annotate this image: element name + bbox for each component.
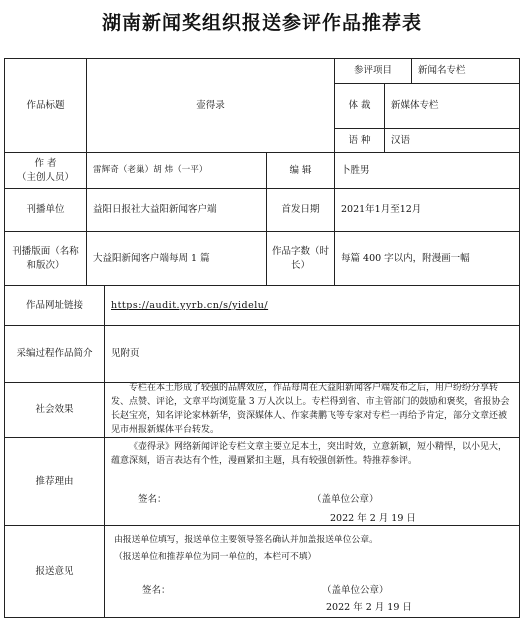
effect-label: 社会效果 — [4, 382, 105, 438]
language-value: 汉语 — [384, 128, 520, 153]
reason-label: 推荐理由 — [4, 437, 105, 526]
author-label-line1: 作 者 — [34, 157, 57, 169]
page-value: 大益阳新闻客户端每周 1 篇 — [86, 231, 267, 286]
effect-text: 专栏在本土形成了较强的品牌效应，作品每周在大益阳新闻客户端发布之后，用户纷纷分享转发、点赞、评论，文章平均浏览量 3 万人次以上。专栏得到省、市主管部门的鼓励和褒奖，省报协会长赵宝亮，知名评论家林新华，资深媒体人、作家龚鹏飞等专家对专栏一再给予肯定，部分文章还被见市州报新媒体平台转发。 — [111, 383, 510, 435]
first-date-value: 2021年1月至12月 — [334, 188, 520, 232]
genre-value: 新媒体专栏 — [384, 83, 520, 129]
author-label-line2: （主创人员） — [16, 171, 74, 183]
process-label: 采编过程作品简介 — [4, 325, 105, 383]
reason-stamp-note: （盖单位公章） — [312, 494, 379, 505]
process-value: 见附页 — [104, 325, 520, 383]
category-value: 新闻名专栏 — [411, 58, 520, 84]
link-value-cell — [104, 285, 520, 326]
work-title-label: 作品标题 — [4, 58, 87, 153]
work-url-link[interactable]: https://audit.yyrb.cn/s/yidelu/ — [111, 299, 269, 311]
editor-label: 编 辑 — [266, 152, 335, 189]
effect-value-cell — [104, 382, 520, 438]
opinion-date: 2022 年 2 月 19 日 — [326, 602, 412, 613]
reason-text: 《壶得录》网络新闻评论专栏文章主要立足本土，突出时效，立意新颖，短小精悍，以小见大，蕴意深刻，语言表达有个性，漫画紧扣主题，具有较强创新性。特推荐参评。 — [111, 442, 508, 466]
category-label: 参评项目 — [334, 58, 412, 84]
editor-value: 卜胜男 — [334, 152, 520, 189]
genre-label: 体 裁 — [334, 83, 385, 129]
opinion-sign-label: 签名： — [142, 585, 171, 596]
language-label: 语 种 — [334, 128, 385, 153]
publisher-label: 刊播单位 — [4, 188, 87, 232]
page-label: 刊播版面（名称和版次） — [4, 231, 87, 286]
opinion-line2: （报送单位和推荐单位为同一单位的，本栏可不填） — [114, 552, 317, 562]
opinion-label: 报送意见 — [4, 525, 105, 618]
reason-date: 2022 年 2 月 19 日 — [330, 513, 416, 524]
first-date-label: 首发日期 — [266, 188, 335, 232]
link-label: 作品网址链接 — [4, 285, 105, 326]
opinion-line1: 由报送单位填写，报送单位主要领导签名确认并加盖报送单位公章。 — [114, 535, 378, 545]
reason-sign-label: 签名： — [138, 494, 167, 505]
word-count-label: 作品字数（时长） — [266, 231, 335, 286]
opinion-stamp-note: （盖单位公章） — [322, 585, 389, 596]
author-label — [4, 152, 87, 189]
form-title: 湖南新闻奖组织报送参评作品推荐表 — [101, 12, 422, 34]
work-title-value: 壶得录 — [86, 58, 335, 153]
author-value: 雷辉奇（老巢）胡 炜（一平） — [86, 152, 267, 189]
word-count-value: 每篇 400 字以内，附漫画一幅 — [334, 231, 520, 286]
publisher-value: 益阳日报社大益阳新闻客户端 — [86, 188, 267, 232]
reason-value-cell — [104, 437, 520, 526]
